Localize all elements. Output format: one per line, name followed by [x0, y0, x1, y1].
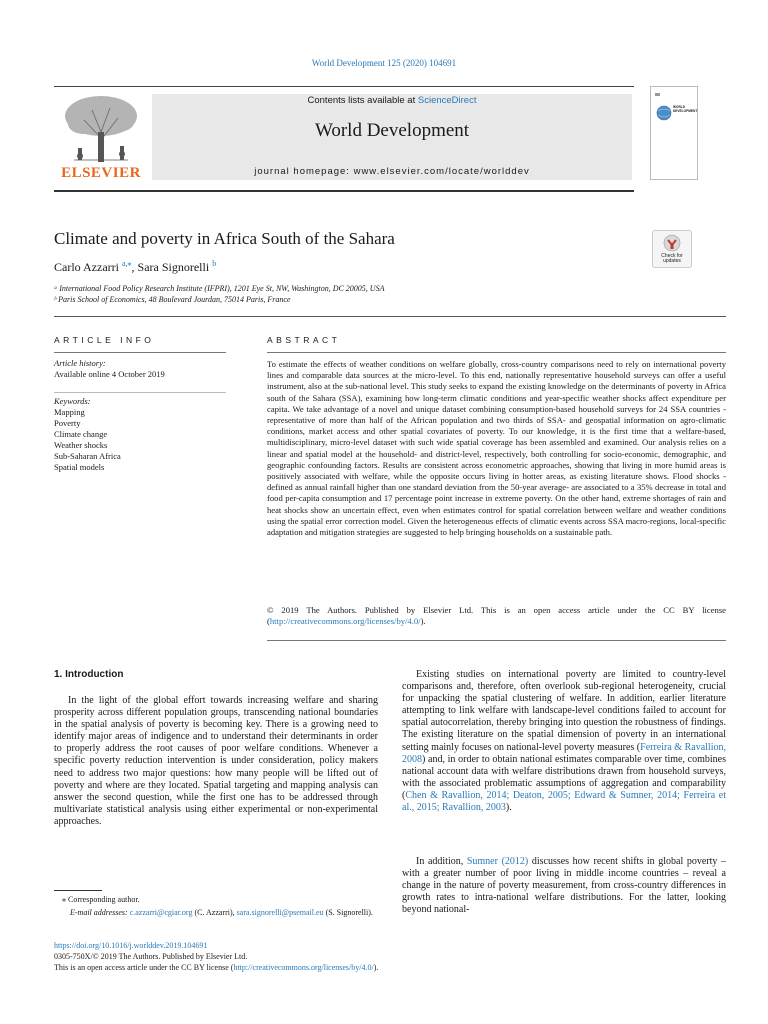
article-history [54, 358, 165, 380]
abstract-heading: ABSTRACT [267, 335, 341, 345]
sciencedirect-link[interactable]: ScienceDirect [417, 95, 477, 106]
title-divider [54, 316, 726, 317]
keyword-item: Climate change [54, 429, 108, 439]
paragraph-text: Existing studies on international poverty are limited to country-level comparisons and, therefore, often overlook sub-regional heterogeneity, crucial for unpacking the spatial clustering of welfare. In addition, earlier literature attempting to link welfare with landscape-level conditions failed to account for spatial autocorrelation, thereby bringing into question the robustness of findings. The existing literature on the spatial dimension of poverty in an international setting mainly focuses on national-level poverty measures ( [402, 669, 726, 753]
intro-paragraph-1: In the light of the global effort towards increasing welfare and sharing prosperity across different population groups, transcending national boundaries in the spatial analysis of poverty is becoming key. There is a growing need to identify major areas of indigence and to understand their determinants in order to properly address the root causes of poor welfare conditions. Whenever a specific poverty reduction intervention is under consideration, policy makers need to address two major questions: how many people will be lifted out of poverty and where are they located. Spatial targeting and mapping analysis can answer the second question, while the first one has to be addressed through multivariate statistical analysis using either experimental or non-experimental approaches. [54, 695, 378, 827]
license-prefix: This is an open access article under the CC BY license ( [54, 963, 234, 972]
citation-link-ferreira-2008[interactable]: Ferreira & Ravallion, 2008 [402, 741, 726, 765]
elsevier-wordmark: ELSEVIER [61, 165, 141, 181]
copyright-end: ). [420, 616, 426, 627]
journal-citation-link[interactable]: World Development 125 (2020) 104691 [311, 58, 457, 68]
corresponding-author-note: ⁎ Corresponding author. [62, 895, 140, 904]
cover-globe-icon [651, 87, 697, 179]
keyword-item: Poverty [54, 418, 81, 428]
affiliation-b: ᵇ Paris School of Economics, 48 Boulevard Jourdan, 75014 Paris, France [54, 295, 291, 304]
paragraph-text: ) and, in order to obtain national estimates comparable over time, combines national account data with welfare distributions drawn from household surveys, with the associated problematic assumptions of aggregation and comparability ( [402, 753, 726, 801]
author-signorelli-affil-link[interactable]: b [212, 259, 217, 268]
journal-name: World Development [314, 120, 470, 141]
affiliation-a: ᵃ International Food Policy Research Institute (IFPRI), 1201 Eye St, NW, Washington, DC 20005, USA [54, 284, 385, 293]
issn-line: 0305-750X/© 2019 The Authors. Published by Elsevier Ltd. [54, 952, 248, 961]
paragraph-text: ). [505, 802, 512, 814]
author-separator: , [131, 260, 138, 274]
email-footnote [70, 907, 380, 918]
intro-paragraph-3 [402, 856, 726, 916]
email-label: E-mail addresses: [70, 908, 128, 917]
keyword-item: Sub-Saharan Africa [54, 451, 121, 461]
citation-link-sumner-2012[interactable]: Sumner (2012) [466, 856, 529, 867]
license-line [54, 963, 378, 972]
citation-link-group[interactable]: Chen & Ravallion, 2014; Deaton, 2005; Edward & Sumner, 2014; Ferreira et al., 2015; Ravallion, 2003 [402, 789, 726, 814]
introduction-heading: 1. Introduction [54, 669, 124, 680]
author-azzarri-affil-link[interactable]: a,⁎ [121, 259, 132, 268]
history-label: Article history: [54, 358, 106, 368]
license-link[interactable]: http://creativecommons.org/licenses/by/4.0/ [233, 963, 374, 972]
email-owner: (C. Azzarri), [192, 908, 237, 917]
crossmark-icon [653, 231, 691, 255]
keyword-item: Weather shocks [54, 440, 108, 450]
footnote-rule [54, 890, 102, 891]
keyword-item: Mapping [54, 407, 85, 417]
cc-license-link[interactable]: http://creativecommons.org/licenses/by/4.0/ [269, 616, 421, 627]
crossmark-label: Check for updates [661, 253, 683, 264]
author-signorelli: Sara Signorelli [137, 260, 210, 274]
history-value: Available online 4 October 2019 [54, 369, 165, 379]
article-info-rule-2 [54, 392, 226, 393]
abstract-text: To estimate the effects of weather conditions on welfare globally, cross-country comparisons need to rely on international poverty lines and comparable data sources at the micro-level. To this end, nationally representative household surveys can offer a useful instrument, also at the sub-national level. This study seeks to expand the existing knowledge on the determinants of poverty in Africa south of the Sahara (SSA), examining how long-term climatic conditions and year-specific weather shocks affect expenditure per capita. We take advantage of a novel and unique dataset combining consumption-based household surveys for 24 SSA countries -representative of more than half of the African population and two thirds of SSA- and geospatial information on agro-climatic conditions, market access and other spatial covariates of poverty. To our knowledge, it is the first time that a welfare-based, multidisciplinary, micro-level dataset with such wide spatial coverage has been assembled and examined. Our analysis relies on a linear and spatial model at the household- and district-level, respectively, both controlling for socio-economic, demographic, and geographic confounding factors. Results are consistent across econometric approaches, showing that living in more humid areas is positively associated with welfare, while the opposite occurs living in hotter areas, as existing literature shows. Flood shocks -defined as annual rainfall higher than one standard deviation from the 50-year average- are associated to a 35% decrease in total and food per-capita consumption and 17 percentage point increase in extreme poverty. On the other hand, extreme shortages of rain and heat shocks show an uncertain effect, even when estimates control for spatial correlation between welfare and weather conditions using the spatial error correction model. Given the heterogeneous effects of climatic events across SSA macro-regions, local-specific adaptation and mitigation strategies are suggested to help bringing households on a sustainable path. [267, 359, 726, 538]
journal-cover-thumbnail[interactable] [650, 86, 698, 180]
intro-paragraph-2 [402, 669, 726, 814]
masthead-bottom-rule [54, 190, 634, 192]
contents-prefix: Contents lists available at [307, 95, 418, 106]
email-link-azzarri[interactable]: c.azzarri@cgiar.org [129, 908, 193, 917]
abstract-bottom-rule [267, 640, 726, 641]
article-info-heading: ARTICLE INFO [54, 335, 155, 345]
abstract-copyright [267, 605, 726, 627]
abstract-rule [267, 352, 726, 353]
doi-link[interactable]: https://doi.org/10.1016/j.worlddev.2019.104691 [54, 941, 208, 950]
cover-journal-label: WORLD DEVELOPMENT [673, 105, 698, 113]
article-title: Climate and poverty in Africa South of the Sahara [54, 229, 395, 248]
article-info-rule [54, 352, 226, 353]
copyright-text: © 2019 The Authors. Published by Elsevier Ltd. This is an open access article under the CC BY license ( [267, 605, 726, 627]
check-for-updates-button[interactable] [652, 230, 692, 268]
email-link-signorelli[interactable]: sara.signorelli@psemail.eu [236, 908, 324, 917]
masthead-top-rule [54, 86, 634, 87]
email-owner: (S. Signorelli). [323, 908, 373, 917]
author-list [54, 259, 216, 275]
contents-line [152, 95, 632, 106]
license-suffix: ). [373, 963, 379, 972]
keyword-item: Spatial models [54, 462, 105, 472]
paragraph-text: discusses how recent shifts in global poverty – with a greater number of poor living in middle income countries – reveal a change in the nature of poverty measurement, from cross-country differences in growth rates to intra-national welfare distributions. For the latter, looking beyond national- [402, 856, 727, 916]
paragraph-text: In addition, [416, 856, 467, 867]
author-azzarri: Carlo Azzarri [54, 260, 119, 274]
journal-homepage-link[interactable]: journal homepage: www.elsevier.com/locate/worlddev [254, 166, 530, 177]
keywords-block [54, 396, 121, 473]
keywords-label: Keywords: [54, 396, 91, 406]
